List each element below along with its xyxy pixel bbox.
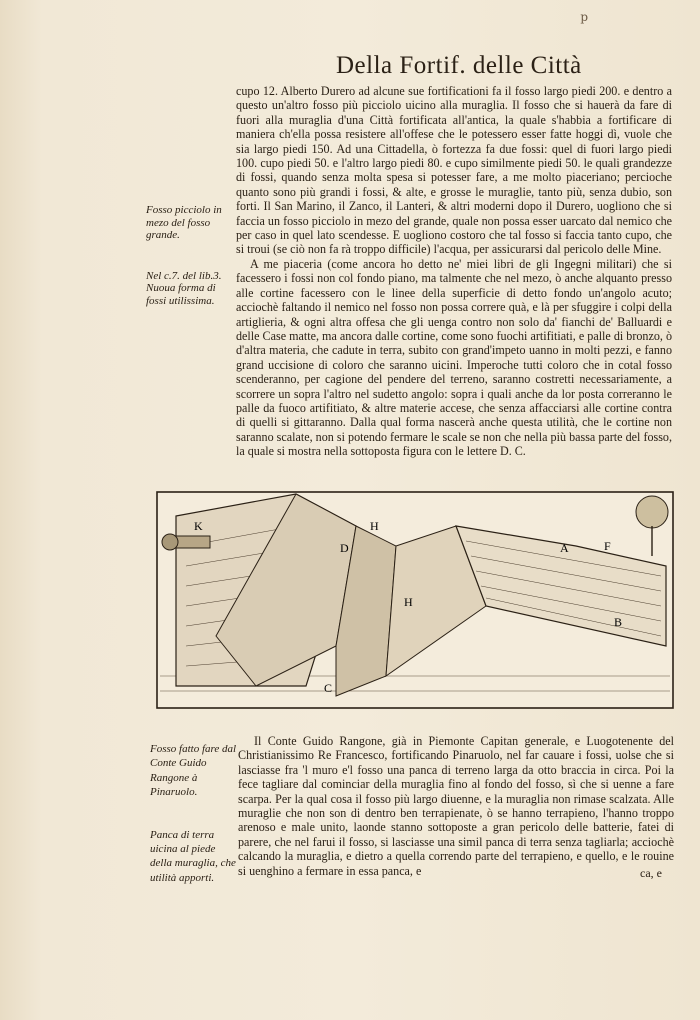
label-h-mid: H [404, 595, 413, 609]
label-c: C [324, 681, 333, 695]
label-b: B [614, 615, 623, 629]
paragraph-2: A me piaceria (come ancora ho detto ne' miei libri de gli Ingegni militari) che si facessero i fossi non col fondo piano, ma talmente che nel mezo, ò anche alquanto presso alle cortine facessero con le linee della superficie di detto fondo un'angolo acuto; acciochè faltando il nemico nel fosso non possa correre quà, e là per sfuggire i colpi della artiglieria, & ogni altra offesa che gli uenga contro non solo da' fianchi de' Balluardi e delle Case matte, ma ancora dalle cortine, come sono fuochi artifitiati, e palle di bronzo, ò d'altra materia, che cadute in terra, subito con grand'impeto uanno in molti pezzi, e fanno grand uccisione di coloro che saranno uicini. Imperoche tutti coloro che in cotal fosso scenderanno, per cagione del pendere del terreno, saranno costretti necessariamente, a scorrere un sopra l'altro nel sudetto angolo: sopra i quali anche da lor posta correranno le palle da fuoco artifitiato, & altre materie accese, che senza affacciarsi alle cortine contra di quelli si gittaranno. Dalla qual forma nascerà anche questa utilità, che le cortine non saranno scalate, non si potendo fermare le scale se non che nella più bassa parte del fosso, la quale si mostra nella sottoposta figura con le lettere D. C. [236, 256, 672, 459]
main-text-block [236, 84, 672, 459]
folio-mark: p [580, 10, 588, 24]
margin-note-2: Nel c.7. del lib.3. Nuoua forma di fossi utilissima. [146, 269, 222, 307]
label-h-top: H [370, 519, 379, 533]
page-ending-catchword: ca, e [640, 866, 662, 880]
label-a: A [560, 541, 569, 555]
label-d: D [340, 541, 349, 555]
fortification-ditch-figure [156, 486, 676, 714]
margin-notes [146, 204, 236, 315]
lower-margin-notes [150, 742, 240, 893]
label-f: F [604, 539, 611, 553]
running-head: Della Fortif. delle Città [336, 52, 582, 79]
cannon-icon [162, 534, 210, 550]
label-k: K [194, 519, 203, 533]
paragraph-1: cupo 12. Alberto Durero ad alcune sue fortificationi fa il fosso largo piedi 200. e dentro a questo un'altro fosso più picciolo uicino alla muraglia. Il fosso che si hauerà da fare di fuori alla muraglia d'una Città fortificata all'antica, la quale s'habbia a fortificare di maniera ch'ella possa resistere all'offese che le potessero esser fatte hoggi dì, vuole che sia largo piedi 150. Ad una Cittadella, ò fortezza fa due fossi: quel di fuori largo piedi 100. cupo piedi 50. e l'altro largo piedi 80. e cupo similmente piedi 50. le quali grandezze di fossi, quando senza molta spesa si potesser fare, a me molto piaceriano; percioche quanto sono più grandi i fossi, & alte, e grosse le muraglie, tanto più, senza dubio, son forti. Il San Marino, il Zanco, il Lanteri, & altri moderni dopo il Durero, uogliono che si faccia un fosso picciolo in mezo del grande, quale non possa esser uarcato dal nemico che per caso in quel lato scendesse. E uogliono costoro che tal fosso si faccia tanto cupo, che si troui (se ciò non fa rà troppo difficile) l'acqua, per assicurarsi dal pericolo delle Mine. [236, 84, 672, 257]
margin-note-1: Fosso picciolo in mezo del fosso grande. [146, 204, 222, 241]
lower-paragraph: Il Conte Guido Rangone, già in Piemonte Capitan generale, e Luogotenente del Christianissimo Re Francesco, fortificando Pinaruolo, nel far cauare i fossi, uolse che si lasciasse fra 'l muro e'l fosso una panca di terreno larga da otto braccia in circa. Poi la fece tagliare dal cominciar della muraglia fino al fondo del fosso, sì che si uenne a fare scarpa. Per la qual cosa il fosso più largo diuenne, e la muraglia non rimase scalzata. Alle muraglie che non son di dentro ben terrapienate, ò se hanno terrapieno, l'hanno troppo arenoso e male unito, laonde stanno sottoposte a gran pericolo delle batterie, fatei di parere, che nel farui il fosso, si lasciasse una simil panca di terra senza tagliarla; acciochè calcando la muraglia, e dietro a quella correndo parte del terrapieno, e quello, e le rouine si uenghino a fermare in essa panca, e [238, 734, 674, 878]
lower-text-block [238, 734, 674, 878]
lower-margin-note-2: Panca di terra uicina al piede della muraglia, che utilità apporti. [150, 828, 236, 884]
lower-margin-note-1: Fosso fatto fare dal Conte Guido Rangone à Pinaruolo. [150, 743, 237, 799]
